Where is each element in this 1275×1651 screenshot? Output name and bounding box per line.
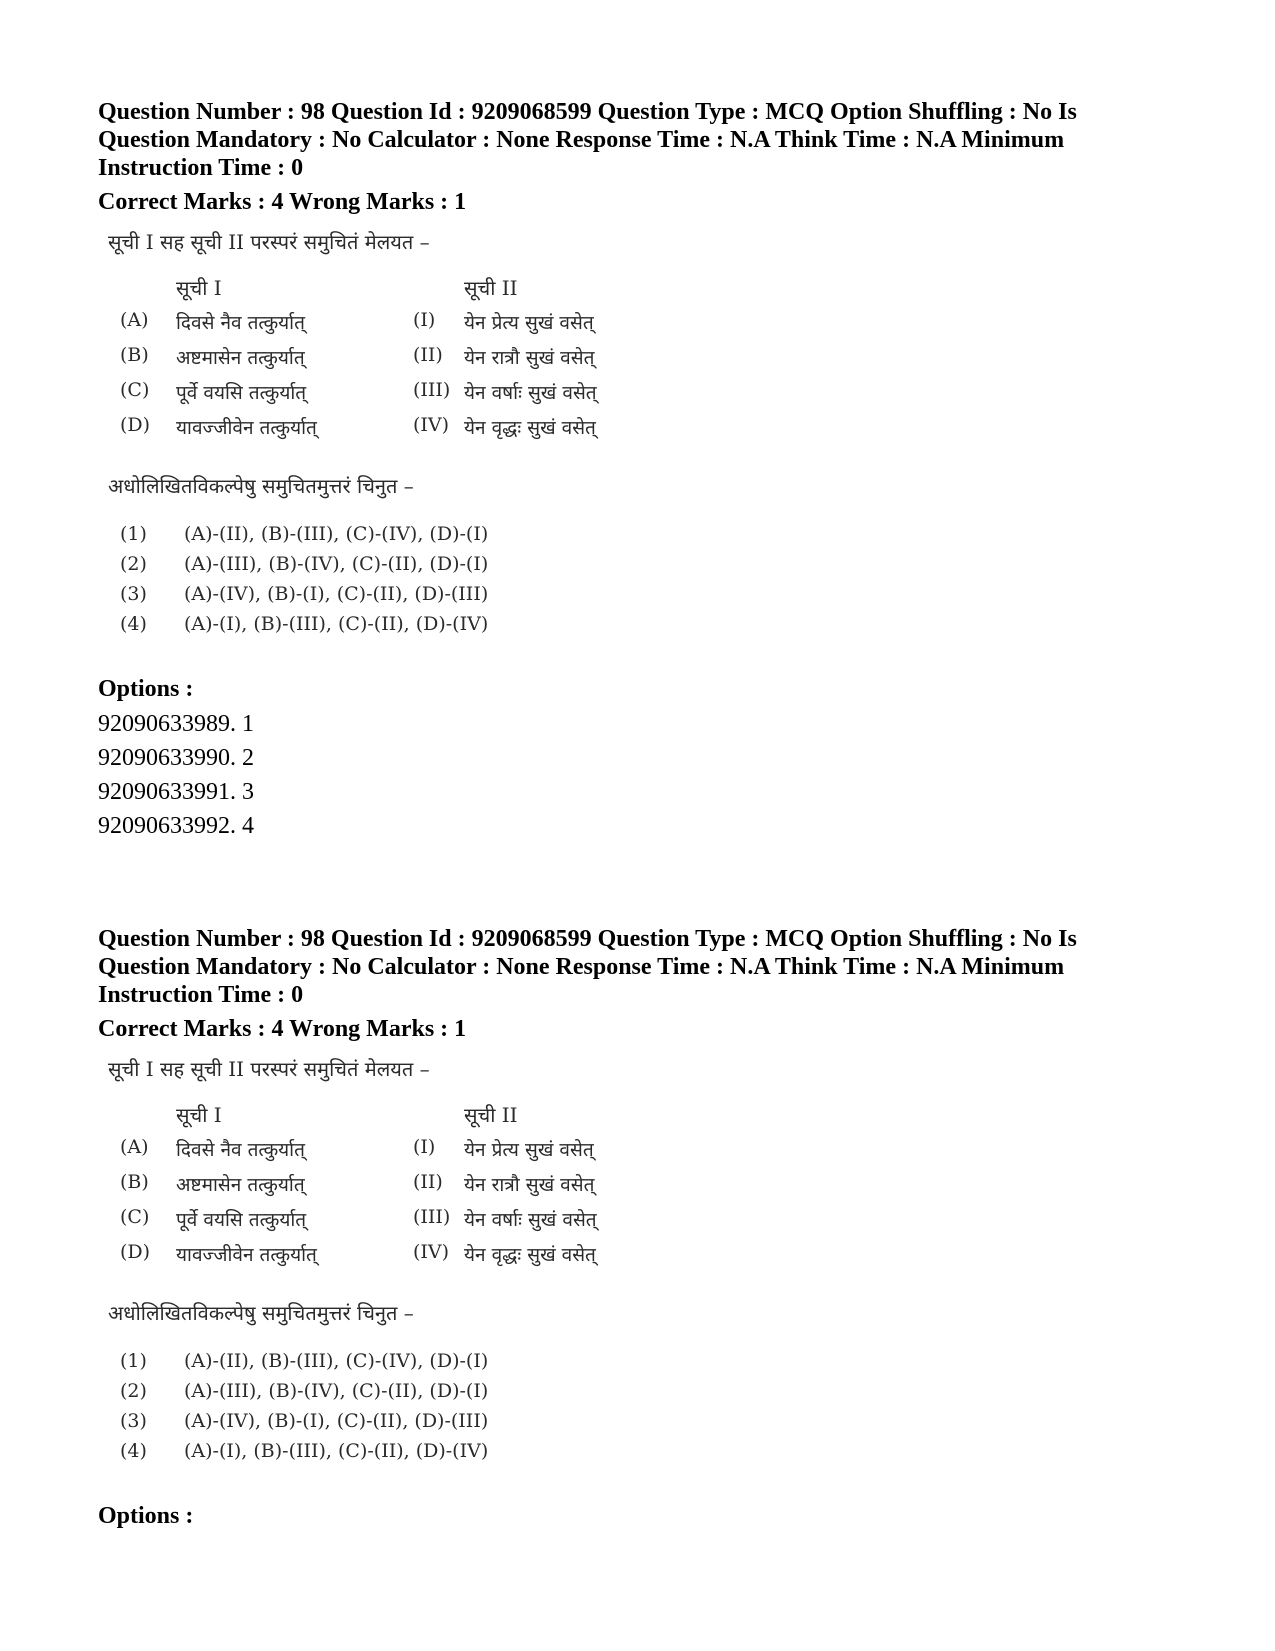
list1-text: यावज्जीवेन तत्कुर्यात् [176, 1244, 317, 1266]
choice-number: (4) [120, 613, 147, 635]
meta-line: Instruction Time : 0 [98, 155, 304, 181]
match-row [108, 1206, 728, 1236]
answer-choice [108, 1350, 608, 1380]
row-roman: (III) [413, 1206, 451, 1228]
option-item: 92090633989. 1 [98, 711, 254, 737]
match-row [108, 344, 728, 374]
marks-line: Correct Marks : 4 Wrong Marks : 1 [98, 189, 467, 215]
marks-line: Correct Marks : 4 Wrong Marks : 1 [98, 1016, 467, 1042]
option-item: 92090633991. 3 [98, 779, 254, 805]
match-instruction: सूची I सह सूची II परस्परं समुचितं मेलयत – [108, 1057, 430, 1081]
list2-text: येन वृद्धः सुखं वसेत् [464, 417, 596, 439]
options-section [98, 676, 1188, 843]
row-label: (A) [120, 1136, 149, 1158]
match-row [108, 414, 728, 444]
list2-text: येन वर्षाः सुखं वसेत् [464, 382, 597, 404]
list1-text: पूर्वे वयसि तत्कुर्यात् [176, 1209, 307, 1231]
row-roman: (IV) [413, 1241, 450, 1263]
meta-line: Question Number : 98 Question Id : 9209068599 Question Type : MCQ Option Shuffling : No Is [98, 99, 1077, 125]
match-row [108, 1241, 728, 1271]
list2-text: येन रात्रौ सुखं वसेत् [464, 1174, 595, 1196]
options-title: Options : [98, 1503, 194, 1529]
list1-text: दिवसे नैव तत्कुर्यात् [176, 312, 305, 334]
list2-text: येन वर्षाः सुखं वसेत् [464, 1209, 597, 1231]
meta-line: Question Number : 98 Question Id : 9209068599 Question Type : MCQ Option Shuffling : No Is [98, 926, 1077, 952]
match-row [108, 1171, 728, 1201]
row-roman: (I) [413, 309, 436, 331]
answer-choice [108, 1380, 608, 1410]
row-roman: (IV) [413, 414, 450, 436]
answer-choice [108, 583, 608, 613]
row-label: (D) [120, 1241, 151, 1263]
row-label: (D) [120, 414, 151, 436]
options-section [98, 1503, 1188, 1530]
list2-title: सूची II [464, 1103, 518, 1127]
answer-choice [108, 1410, 608, 1440]
row-label: (C) [120, 1206, 150, 1228]
list2-text: येन वृद्धः सुखं वसेत् [464, 1244, 596, 1266]
row-roman: (II) [413, 344, 443, 366]
question-meta [98, 98, 1188, 182]
list2-title: सूची II [464, 276, 518, 300]
list1-text: पूर्वे वयसि तत्कुर्यात् [176, 382, 307, 404]
choose-instruction: अधोलिखितविकल्पेषु समुचितमुत्तरं चिनुत – [108, 1301, 414, 1325]
choose-instruction: अधोलिखितविकल्पेषु समुचितमुत्तरं चिनुत – [108, 474, 414, 498]
list2-text: येन प्रेत्य सुखं वसेत् [464, 1139, 594, 1161]
choice-text: (A)-(IV), (B)-(I), (C)-(II), (D)-(III) [184, 583, 489, 605]
match-instruction: सूची I सह सूची II परस्परं समुचितं मेलयत – [108, 230, 430, 254]
option-item: 92090633992. 4 [98, 813, 254, 839]
list1-text: अष्टमासेन तत्कुर्यात् [176, 347, 305, 369]
choice-number: (2) [120, 553, 147, 575]
choice-text: (A)-(I), (B)-(III), (C)-(II), (D)-(IV) [184, 1440, 489, 1462]
question-body [108, 216, 1188, 636]
row-label: (B) [120, 1171, 149, 1193]
choice-text: (A)-(IV), (B)-(I), (C)-(II), (D)-(III) [184, 1410, 489, 1432]
choice-text: (A)-(I), (B)-(III), (C)-(II), (D)-(IV) [184, 613, 489, 635]
question-block-2 [98, 925, 1188, 1530]
list2-text: येन रात्रौ सुखं वसेत् [464, 347, 595, 369]
row-label: (A) [120, 309, 149, 331]
choice-number: (3) [120, 1410, 147, 1432]
list1-text: दिवसे नैव तत्कुर्यात् [176, 1139, 305, 1161]
answer-choice [108, 553, 608, 583]
choice-number: (1) [120, 523, 147, 545]
meta-line: Question Mandatory : No Calculator : None Response Time : N.A Think Time : N.A Minimum [98, 954, 1065, 980]
choice-number: (1) [120, 1350, 147, 1372]
list2-text: येन प्रेत्य सुखं वसेत् [464, 312, 594, 334]
choice-number: (3) [120, 583, 147, 605]
list1-text: अष्टमासेन तत्कुर्यात् [176, 1174, 305, 1196]
list1-title: सूची I [176, 1103, 222, 1127]
match-row [108, 309, 728, 339]
answer-choice [108, 613, 608, 643]
list1-title: सूची I [176, 276, 222, 300]
meta-line: Instruction Time : 0 [98, 982, 304, 1008]
match-row [108, 379, 728, 409]
question-body [108, 1043, 1188, 1463]
meta-line: Question Mandatory : No Calculator : None Response Time : N.A Think Time : N.A Minimum [98, 127, 1065, 153]
choice-text: (A)-(II), (B)-(III), (C)-(IV), (D)-(I) [184, 523, 489, 545]
list1-text: यावज्जीवेन तत्कुर्यात् [176, 417, 317, 439]
choice-text: (A)-(III), (B)-(IV), (C)-(II), (D)-(I) [184, 553, 489, 575]
question-block-1 [98, 98, 1188, 843]
question-meta [98, 925, 1188, 1009]
choice-text: (A)-(III), (B)-(IV), (C)-(II), (D)-(I) [184, 1380, 489, 1402]
row-roman: (I) [413, 1136, 436, 1158]
choice-number: (2) [120, 1380, 147, 1402]
row-label: (B) [120, 344, 149, 366]
answer-choice [108, 1440, 608, 1470]
row-roman: (III) [413, 379, 451, 401]
match-row [108, 1136, 728, 1166]
row-label: (C) [120, 379, 150, 401]
row-roman: (II) [413, 1171, 443, 1193]
answer-choice [108, 523, 608, 553]
option-item: 92090633990. 2 [98, 745, 254, 771]
options-title: Options : [98, 676, 194, 702]
choice-text: (A)-(II), (B)-(III), (C)-(IV), (D)-(I) [184, 1350, 489, 1372]
choice-number: (4) [120, 1440, 147, 1462]
